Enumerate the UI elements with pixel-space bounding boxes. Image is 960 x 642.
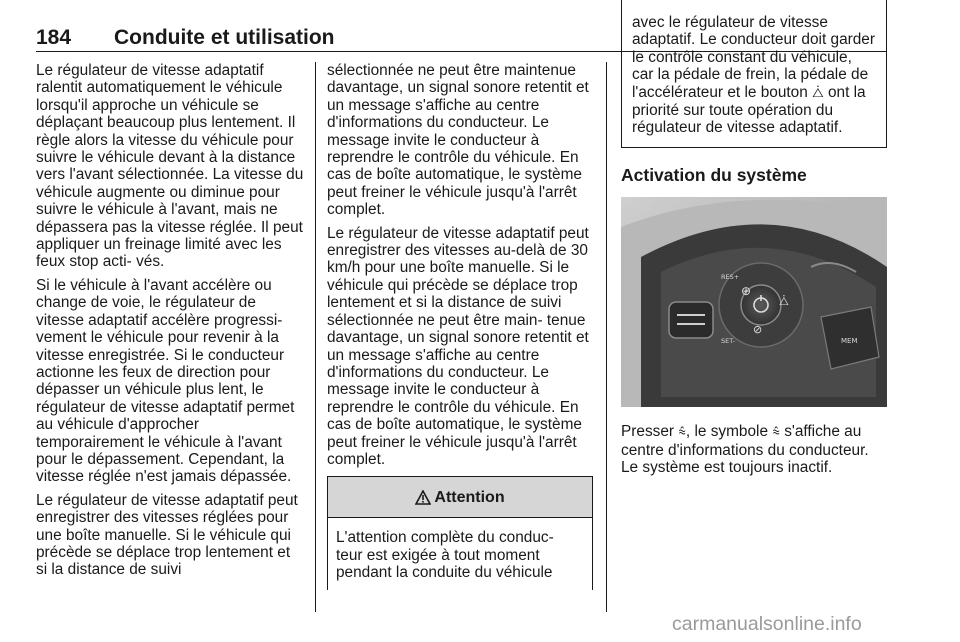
res-label: RES+ xyxy=(721,273,740,282)
page-number: 184 xyxy=(36,26,72,49)
attention-title: Attention xyxy=(434,488,505,506)
attention-box xyxy=(327,476,593,589)
note-text: avec le régulateur de vitesse adaptatif. Le conducteur doit garder le contrôle constant du véhicule, car la pédale de frein, la pédale de l'accélérateur et le bouton xyxy=(632,14,875,101)
column-1 xyxy=(36,62,304,585)
column-3 xyxy=(621,14,887,477)
svg-text:⊘: ⊘ xyxy=(753,323,763,337)
steering-wheel-controls-image xyxy=(621,197,887,407)
section-title: Conduite et utilisation xyxy=(114,26,335,49)
acc-symbol-icon: ⩯ xyxy=(772,425,780,441)
activation-text: Presser ⩯, le symbole ⩯ s'affiche au centre d'informations du conducteur. Le système est toujours inactif. xyxy=(621,423,869,477)
watermark: carmanualsonline.info xyxy=(672,613,862,635)
svg-text:⧊: ⧊ xyxy=(779,295,789,309)
attention-text: L'attention complète du conduc‑ teur est exigée à tout moment pendant la conduite du véhicule xyxy=(336,529,554,582)
note-text: ont la priorité sur toute opération du régulateur de vitesse adaptatif. xyxy=(632,83,866,137)
attention-header xyxy=(328,477,592,518)
column-divider-2 xyxy=(606,62,607,612)
column-2 xyxy=(327,62,593,590)
paragraph: Le régulateur de vitesse adaptatif ralentit automatiquement le véhicule lorsqu'il approche un véhicule se déplaçant beaucoup plus lentement. Il règle alors la vitesse du véhicule pour suivre le véhicule devant à la distance vers l'avant sélectionnée. La vitesse du véhicule augmente ou diminue pour suivre le véhicule à l'avant, mais ne dépassera pas la vitesse réglée. Il peut appliquer un freinage limité avec les feux stop acti‑ vés. xyxy=(36,62,304,271)
set-label: SET- xyxy=(721,337,735,346)
mem-label: MEM xyxy=(841,337,858,346)
paragraph: Le régulateur de vitesse adaptatif peut enregistrer des vitesses réglées pour une boîte manuelle. Si le véhicule qui précède se déplace trop lentement et si la distance de suivi xyxy=(36,491,298,579)
warning-triangle-icon xyxy=(415,490,431,505)
subheading: Activation du système xyxy=(621,164,807,185)
paragraph: Si le véhicule à l'avant accélère ou change de voie, le régulateur de vitesse adaptatif accélère progressi‑ vement le véhicule pour revenir à la vitesse enregistrée. Si le conducteur actionne les feux de direction pour dépasser un véhicule plus lent, le régulateur de vitesse adaptatif permet au véhicule d'approcher temporairement le véhicule à l'avant pour le dépassement. Cependant, la vitesse réglée n'est jamais dépassée. xyxy=(36,276,295,486)
svg-text:⊕: ⊕ xyxy=(741,284,752,299)
cruise-button-icon: ⩯ xyxy=(678,425,686,441)
paragraph: sélectionnée ne peut être maintenue davantage, un signal sonore retentit et un message s'affiche au centre d'informations du conducteur. Le message invite le conducteur à reprendre le contrôle du véhicule. En cas de boîte automatique, le système peut freiner le véhicule jusqu'à l'arrêt complet. xyxy=(327,62,589,219)
cruise-button-icon: ⧊ xyxy=(812,85,824,101)
column-divider-1 xyxy=(315,62,316,612)
attention-continuation-box xyxy=(621,0,887,148)
paragraph: Le régulateur de vitesse adaptatif peut enregistrer des vitesses au-delà de 30 km/h pour une boîte manuelle. Si le véhicule qui précède se déplace trop lentement et si la distance de suivi sélectionnée ne peut être main‑ tenue davantage, un signal sonore retentit et un message s'affiche au centre d'informations du conducteur. Le message invite le conducteur à reprendre le contrôle du véhicule. En cas de boîte automatique, le système peut freiner le véhicule jusqu'à l'arrêt complet. xyxy=(327,224,589,468)
